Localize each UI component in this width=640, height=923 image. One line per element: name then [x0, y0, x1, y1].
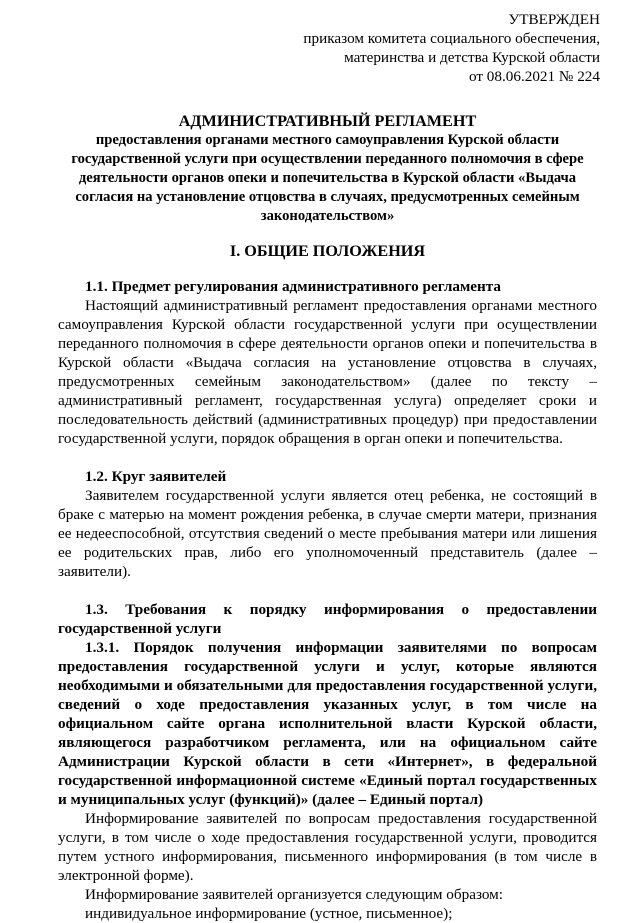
document-body [58, 112, 597, 923]
subsection-heading-1-3: 1.3. Требования к порядку информирования о предоставлении государственной услуги [58, 601, 597, 637]
document-title: АДМИНИСТРАТИВНЫЙ РЕГЛАМЕНТ [178, 112, 477, 130]
subsection-heading-1-2: 1.2. Круг заявителей [85, 468, 227, 485]
approval-heading: УТВЕРЖДЕН [508, 11, 600, 28]
approval-date-line: от 08.06.2021 № 224 [468, 68, 600, 85]
document-subtitle: предоставления органами местного самоуправления Курской области государственной услуги при осуществлении переданного полномочия в сфере деятельности органов опеки и попечительства в Курской области «Выдача согласия на установление отцовства в случаях, предусмотренных семейным законодательством» [71, 132, 584, 224]
approval-stamp [220, 10, 600, 86]
paragraph-1-1: Настоящий административный регламент предоставления органами местного самоуправления Курской области государственной услуги при осуществлении переданного полномочия в сфере деятельности органов опеки и попечительства в Курской области «Выдача согласия на установление отцовства в случаях, предусмотренных семейным законодательством» (далее по тексту – административный регламент, государственная услуга) определяет сроки и последовательность действий (административных процедур) при предоставлении государственной услуги, порядок обращения в орган опеки и попечительства. [58, 297, 597, 447]
paragraph-individual: индивидуальное информирование (устное, письменное); [85, 905, 453, 922]
approval-order-line: приказом комитета социального обеспечения, [303, 30, 600, 47]
paragraph-organization: Информирование заявителей организуется следующим образом: [85, 886, 504, 903]
paragraph-1-2: Заявителем государственной услуги является отец ребенка, не состоящий в браке с матерью на момент рождения ребенка, в случае смерти матери, признания ее недееспособной, отсутствия сведений о месте пребывания матери или лишения ее родительских прав, либо его уполномоченный представитель (далее – заявители). [58, 487, 597, 580]
section-title-general: I. ОБЩИЕ ПОЛОЖЕНИЯ [229, 242, 426, 260]
paragraph-informing: Информирование заявителей по вопросам предоставления государственной услуги, в том числе о ходе предоставления государственной услуги, проводится путем устного информирования, письменного информирования (в том числе в электронной форме). [58, 810, 597, 884]
spacer [58, 581, 597, 600]
paragraph-1-3-1: 1.3.1. Порядок получения информации заявителями по вопросам предоставления государственной услуги и услуг, которые являются необходимыми и обязательными для предоставления государственной услуги, сведений о ходе предоставления указанных услуг, в том числе на официальном сайте органа исполнительной власти Курской области, являющегося разработчиком регламента, или на официальном сайте Администрации Курской области в сети «Интернет», в федеральной государственной информационной системе «Единый портал государственных и муниципальных услуг (функций)» (далее – Единый портал) [58, 639, 597, 808]
spacer [58, 448, 597, 467]
approval-committee-line: материнства и детства Курской области [344, 49, 600, 66]
subsection-heading-1-1: 1.1. Предмет регулирования административного регламента [85, 278, 502, 295]
